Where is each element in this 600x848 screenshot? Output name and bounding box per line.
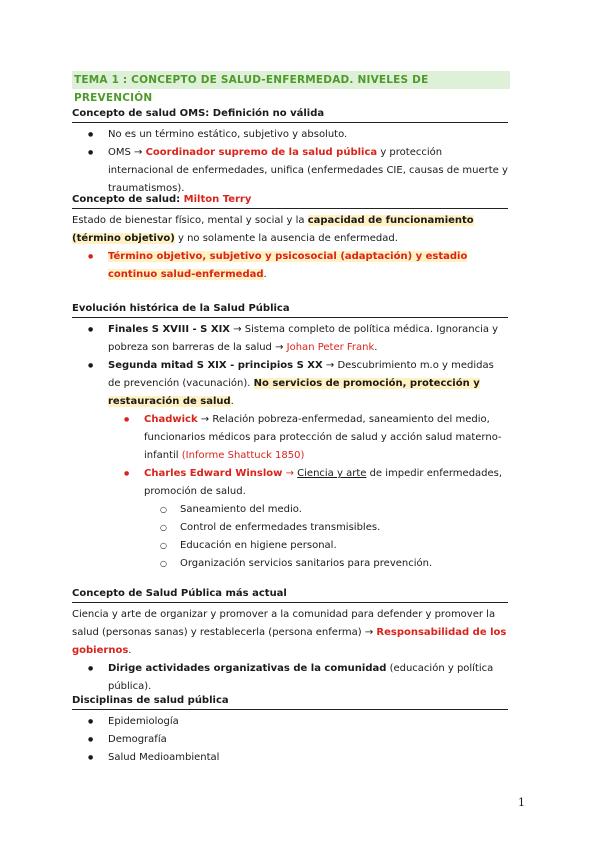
list-item: ● No es un término estático, subjetivo y absoluto. [72, 126, 508, 144]
page-title: TEMA 1 : CONCEPTO DE SALUD-ENFERMEDAD. NIVELES DE PREVENCIÓN [72, 71, 510, 89]
paragraph: Estado de bienestar físico, mental y social y la capacidad de funcionamiento (término objetivo) y no solamente la ausencia de enfermedad. [72, 215, 474, 244]
list-item: ● Dirige actividades organizativas de la comunidad (educación y política pública). [72, 660, 508, 696]
section-disciplinas [72, 694, 508, 767]
historia-sublist [72, 411, 508, 501]
terry-list [72, 248, 508, 284]
section-terry [72, 193, 508, 284]
list-item: ● Demografía [72, 731, 508, 749]
red-emphasis: Coordinador supremo de la salud pública [145, 147, 378, 158]
section-historia [72, 302, 508, 573]
list-item: ○ Organización servicios sanitarios para prevención. [72, 555, 508, 573]
actual-list [72, 660, 508, 696]
section-actual [72, 587, 508, 696]
list-item: ● Chadwick → Relación pobreza-enfermedad, saneamiento del medio, funcionarios médicos para protección de salud y acción salud materno-infantil (Informe Shattuck 1850) [72, 411, 508, 465]
section-heading-disciplinas: Disciplinas de salud pública [72, 694, 508, 710]
section-heading-oms: Concepto de salud OMS: Definición no válida [72, 107, 508, 123]
paragraph: Ciencia y arte de organizar y promover a la comunidad para defender y promover la salud (personas sanas) y restablecerla (persona enferma) → Responsabilidad de los gobiernos. [72, 609, 507, 656]
oms-list [72, 126, 508, 198]
list-item: ● Término objetivo, subjetivo y psicosocial (adaptación) y estadio continuo salud-enfermedad. [72, 248, 508, 284]
list-item: ○ Educación en higiene personal. [72, 537, 508, 555]
list-item: ● Segunda mitad S XIX - principios S XX → Descubrimiento m.o y medidas de prevención (vacunación). No servicios de promoción, protección y restauración de salud. [72, 357, 508, 411]
list-item: ● OMS → Coordinador supremo de la salud pública y protección internacional de enfermedades, unifica (enfermedades CIE, causas de muerte y traumatismos). [72, 144, 508, 198]
section-heading-actual: Concepto de Salud Pública más actual [72, 587, 508, 603]
list-item: ● Charles Edward Winslow → Ciencia y arte de impedir enfermedades, promoción de salud. [72, 465, 508, 501]
disciplinas-list [72, 713, 508, 767]
list-item: ● Finales S XVIII - S XIX → Sistema completo de política médica. Ignorancia y pobreza son barreras de la salud → Johan Peter Frank. [72, 321, 508, 357]
section-oms [72, 107, 508, 198]
list-item: ● Salud Medioambiental [72, 749, 508, 767]
page-number: 1 [518, 796, 525, 809]
list-item: ○ Saneamiento del medio. [72, 501, 508, 519]
section-heading-historia: Evolución histórica de la Salud Pública [72, 302, 508, 318]
highlighted-text: capacidad de funcionamiento (término objetivo) [72, 215, 474, 244]
winslow-sublist [72, 501, 508, 573]
historia-list [72, 321, 508, 411]
section-heading-terry: Concepto de salud: Milton Terry [72, 193, 508, 209]
list-item: ○ Control de enfermedades transmisibles. [72, 519, 508, 537]
list-item: ● Epidemiología [72, 713, 508, 731]
highlighted-text: No servicios de promoción, protección y restauración de salud [108, 378, 480, 407]
